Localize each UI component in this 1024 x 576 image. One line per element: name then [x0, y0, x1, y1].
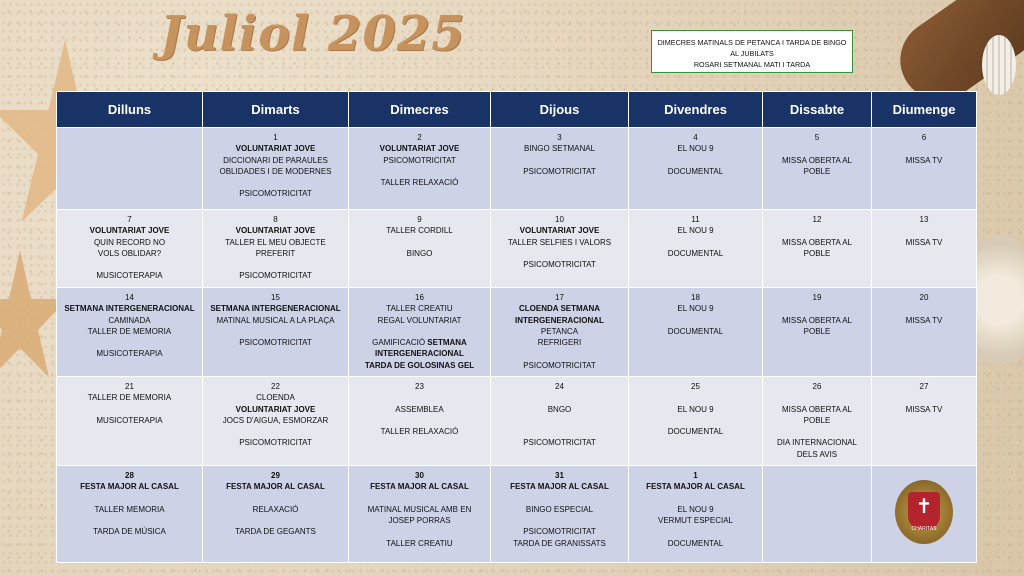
day-cell[interactable]	[57, 210, 203, 288]
activity-line: PSICOMOTRICITAT	[239, 338, 312, 348]
activity-line: DOCUMENTAL	[667, 427, 724, 437]
day-cell[interactable]	[491, 466, 629, 563]
day-cell[interactable]	[872, 377, 977, 466]
weekday-header: Diumenge	[872, 92, 977, 128]
activity-line: CLOENDA SETMANA	[518, 304, 601, 314]
day-number: 19	[812, 293, 822, 302]
activity-line	[59, 515, 200, 526]
activity-line: SETMANA INTERGENERACIONAL	[210, 304, 341, 314]
day-cell[interactable]	[629, 210, 763, 288]
activity-line	[351, 392, 488, 403]
activity-line: REGAL VOLUNTARIAT	[377, 315, 462, 325]
activity-line: PSICOMOTRICITAT	[239, 189, 312, 199]
activity-line: PSICOMOTRICITAT	[383, 155, 456, 165]
activity-line: DOCUMENTAL	[667, 166, 724, 176]
activity-line	[59, 259, 200, 270]
day-cell[interactable]	[349, 288, 491, 377]
day-number: 9	[417, 215, 422, 224]
day-cell[interactable]	[872, 288, 977, 377]
activity-line	[59, 493, 200, 504]
day-cell[interactable]	[763, 128, 872, 210]
day-number: 24	[555, 382, 564, 391]
activity-line	[205, 515, 346, 526]
cross-icon: ✝	[908, 492, 940, 530]
activity-line: PSICOMOTRICITAT	[523, 527, 596, 537]
activity-line	[631, 493, 760, 504]
activity-line: JOSEP PORRAS	[388, 516, 451, 526]
activity-line	[765, 426, 869, 437]
activity-line: BINGO	[406, 248, 433, 258]
activity-line	[493, 493, 626, 504]
activity-line: PETANCA	[540, 326, 579, 336]
activity-line: OBLIDADES I DE MODERNES	[219, 166, 332, 176]
activity-line: TALLER EL MEU OBJECTE	[225, 237, 326, 247]
activity-line	[351, 493, 488, 504]
day-cell[interactable]	[491, 128, 629, 210]
notice-line: AL JUBILATS	[730, 49, 774, 58]
day-number: 3	[557, 133, 562, 142]
activity-line: PSICOMOTRICITAT	[239, 271, 312, 281]
activity-line: DOCUMENTAL	[667, 326, 724, 336]
activity-line: MUSICOTERAPIA	[96, 349, 163, 359]
notice-line: DIMECRES MATINALS DE PETANCA I TARDA DE BINGO	[657, 38, 847, 47]
activity-line: JOCS D'AIGUA, ESMORZAR	[222, 415, 329, 425]
activity-line	[631, 392, 760, 403]
activity-line: MISSA TV	[905, 315, 943, 325]
day-number: 28	[125, 471, 134, 480]
day-cell[interactable]	[349, 377, 491, 466]
activity-line: TALLER SELFIES I VALORS	[507, 237, 612, 247]
day-number: 1	[273, 133, 278, 142]
activity-line: MISSA OBERTA AL	[782, 237, 852, 247]
activity-line: BINGO ESPECIAL	[525, 504, 594, 514]
day-number: 11	[691, 215, 700, 224]
activity-line: VOLUNTARIAT JOVE	[235, 226, 316, 236]
day-cell[interactable]	[763, 466, 872, 563]
day-number: 30	[415, 471, 424, 480]
activity-line: PSICOMOTRICITAT	[523, 438, 596, 448]
week-row	[57, 377, 977, 466]
activity-line: MISSA OBERTA AL	[782, 155, 852, 165]
activity-line: CLOENDA	[256, 393, 295, 403]
activity-line: TALLER RELAXACIÓ	[380, 178, 459, 188]
activity-line: FESTA MAJOR AL CASAL	[80, 482, 179, 492]
day-number: 13	[919, 215, 929, 224]
day-cell[interactable]	[629, 466, 763, 563]
day-cell[interactable]	[349, 466, 491, 563]
activity-line	[765, 392, 869, 403]
activity-line: VERMUT ESPECIAL	[658, 516, 733, 526]
activity-line: MATINAL MUSICAL A LA PLAÇA	[216, 315, 335, 325]
activity-line: TALLER MEMORIA	[94, 504, 165, 514]
activity-line: SETMANA INTERGENERACIONAL	[64, 304, 195, 314]
activity-line	[351, 237, 488, 248]
weekday-header: Dilluns	[57, 92, 203, 128]
day-cell[interactable]	[491, 377, 629, 466]
day-number: 20	[919, 293, 929, 302]
activity-line	[351, 326, 488, 337]
activity-line	[351, 166, 488, 177]
activity-line: EL NOU 9	[677, 504, 714, 514]
notice-line: ROSARI SETMANAL MATI I TARDA	[693, 60, 811, 69]
activity-line	[765, 225, 869, 236]
activity-line: DIA INTERNACIONAL	[776, 438, 857, 448]
activity-line: VOLS OBLIDAR?	[97, 248, 162, 258]
day-number: 26	[812, 382, 822, 391]
charitas-logo-icon	[895, 480, 953, 544]
day-cell[interactable]	[629, 128, 763, 210]
activity-line: MISSA TV	[905, 404, 943, 414]
activity-line: BINGO SETMANAL	[523, 144, 596, 154]
activity-line: DELS AVIS	[796, 449, 838, 459]
activity-line: MUSICOTERAPIA	[96, 415, 163, 425]
week-row	[57, 466, 977, 563]
day-cell[interactable]	[872, 210, 977, 288]
activity-line	[631, 237, 760, 248]
activity-line: MISSA TV	[905, 237, 943, 247]
activity-line: PSICOMOTRICITAT	[523, 166, 596, 176]
activity-line: TARDA DE GEGANTS	[235, 527, 316, 537]
day-cell[interactable]	[349, 128, 491, 210]
activity-line: PSICOMOTRICITAT	[523, 260, 596, 270]
day-number: 10	[555, 215, 564, 224]
activity-line	[765, 303, 869, 314]
day-cell[interactable]	[763, 288, 872, 377]
day-number: 15	[271, 293, 280, 302]
activity-line	[493, 348, 626, 359]
activity-line: DOCUMENTAL	[667, 538, 724, 548]
activity-line	[874, 303, 974, 314]
day-number: 5	[814, 133, 820, 142]
activity-line	[205, 259, 346, 270]
day-cell[interactable]	[57, 288, 203, 377]
activity-line	[59, 337, 200, 348]
activity-line: TALLER CREATIU	[386, 538, 453, 548]
activity-line	[631, 415, 760, 426]
activity-line: VOLUNTARIAT JOVE	[235, 144, 316, 154]
week-row	[57, 210, 977, 288]
activity-line: TARDA DE GOLOSINAS GEL	[364, 360, 475, 370]
activity-line	[874, 392, 974, 403]
shell-decoration	[982, 35, 1016, 95]
activity-line: MATINAL MUSICAL AMB EN	[367, 504, 472, 514]
day-number: 8	[273, 215, 278, 224]
day-cell[interactable]	[203, 128, 349, 210]
weekday-header: Dijous	[491, 92, 629, 128]
activity-line: BNGO	[547, 404, 572, 414]
weekday-header: Divendres	[629, 92, 763, 128]
day-number: 4	[693, 133, 698, 142]
activity-line: MUSICOTERAPIA	[96, 271, 163, 281]
day-cell[interactable]	[57, 128, 203, 210]
day-cell[interactable]	[763, 377, 872, 466]
day-number: 7	[127, 215, 132, 224]
activity-line: EL NOU 9	[677, 304, 714, 314]
activity-line: EL NOU 9	[677, 404, 714, 414]
activity-line	[631, 155, 760, 166]
activity-line	[631, 315, 760, 326]
activity-line: POBLE	[803, 166, 831, 176]
activity-line	[351, 415, 488, 426]
activity-line: INTERGENERACIONAL	[515, 315, 604, 325]
activity-line: MISSA OBERTA AL	[782, 404, 852, 414]
activity-line: MISSA TV	[905, 155, 943, 165]
day-number: 12	[812, 215, 822, 224]
activity-line	[493, 515, 626, 526]
activity-line: EL NOU 9	[677, 144, 714, 154]
activity-line	[493, 248, 626, 259]
day-cell[interactable]	[57, 377, 203, 466]
day-number: 1	[693, 471, 698, 480]
activity-line	[351, 526, 488, 537]
activity-line: FESTA MAJOR AL CASAL	[646, 482, 745, 492]
day-number: 27	[919, 382, 929, 391]
activity-line: TARDA DE GRANISSATS	[513, 538, 606, 548]
activity-line: POBLE	[803, 415, 831, 425]
activity-line: TALLER DE MEMORIA	[87, 326, 172, 336]
day-number: 31	[555, 471, 564, 480]
day-number: 17	[555, 293, 564, 302]
activity-line	[205, 326, 346, 337]
activity-line: VOLUNTARIAT JOVE	[235, 404, 316, 414]
activity-line: FESTA MAJOR AL CASAL	[370, 482, 469, 492]
activity-line	[205, 177, 346, 188]
activity-line: RELAXACIÓ	[252, 504, 299, 514]
day-number: 21	[125, 382, 134, 391]
day-number: 25	[691, 382, 700, 391]
activity-line: TARDA DE MÚSICA	[93, 527, 166, 537]
activity-line: POBLE	[803, 248, 831, 258]
day-cell[interactable]	[203, 466, 349, 563]
activity-line	[874, 143, 974, 154]
calendar-table	[56, 91, 977, 563]
day-cell[interactable]	[491, 210, 629, 288]
day-cell[interactable]	[629, 377, 763, 466]
day-cell[interactable]	[203, 288, 349, 377]
activity-line: VOLUNTARIAT JOVE	[519, 226, 600, 236]
activity-line: PSICOMOTRICITAT	[523, 360, 596, 370]
activity-line: ASSEMBLEA	[395, 404, 444, 414]
activity-line: TALLER DE MEMORIA	[87, 393, 172, 403]
activity-line: PSICOMOTRICITAT	[239, 438, 312, 448]
day-number: 2	[417, 133, 422, 142]
activity-line	[59, 404, 200, 415]
activity-line: TALLER RELAXACIÓ	[380, 427, 459, 437]
day-number: 6	[921, 133, 927, 142]
activity-line	[874, 225, 974, 236]
activity-line	[631, 526, 760, 537]
activity-line: VOLUNTARIAT JOVE	[379, 144, 460, 154]
day-cell[interactable]	[491, 288, 629, 377]
activity-line: FESTA MAJOR AL CASAL	[510, 482, 609, 492]
activity-line: TALLER CORDILL	[386, 226, 453, 236]
activity-line	[493, 426, 626, 437]
week-row	[57, 128, 977, 210]
activity-line	[765, 143, 869, 154]
activity-line: CAMINADA	[108, 315, 151, 325]
day-number: 14	[125, 293, 134, 302]
day-cell[interactable]	[57, 466, 203, 563]
day-number: 22	[271, 382, 280, 391]
activity-line: GAMIFICACIÓ SETMANA	[372, 338, 467, 348]
activity-line: DICCIONARI DE PARAULES	[223, 155, 328, 165]
activity-line: MISSA OBERTA AL	[782, 315, 852, 325]
day-cell[interactable]	[203, 210, 349, 288]
day-cell[interactable]	[629, 288, 763, 377]
activity-line: DOCUMENTAL	[667, 248, 724, 258]
activity-line	[493, 415, 626, 426]
day-number: 29	[271, 471, 280, 480]
activity-line	[205, 426, 346, 437]
activity-line: TALLER CREATIU	[386, 304, 453, 314]
activity-line	[493, 392, 626, 403]
activity-line	[205, 493, 346, 504]
day-number: 18	[691, 293, 700, 302]
activity-line	[493, 155, 626, 166]
day-cell[interactable]	[203, 377, 349, 466]
day-cell[interactable]	[763, 210, 872, 288]
activity-line: INTERGENERACIONAL	[375, 349, 464, 359]
day-cell[interactable]	[872, 128, 977, 210]
calendar-title: Juliol 2025	[160, 6, 466, 62]
activity-line: PREFERIT	[255, 248, 296, 258]
activity-line: POBLE	[803, 326, 831, 336]
week-row	[57, 288, 977, 377]
activity-line: QUIN RECORD NO	[93, 237, 166, 247]
day-number: 16	[415, 293, 424, 302]
notice-box	[651, 30, 853, 73]
activity-line: EL NOU 9	[677, 226, 714, 236]
weekday-header: Dissabte	[763, 92, 872, 128]
day-number: 23	[415, 382, 424, 391]
activity-line: FESTA MAJOR AL CASAL	[226, 482, 325, 492]
weekday-header: Dimecres	[349, 92, 491, 128]
weekday-header-row	[57, 92, 977, 128]
day-cell[interactable]	[349, 210, 491, 288]
logo-caption: CHARITAS	[911, 526, 937, 532]
day-cell[interactable]	[872, 466, 977, 563]
weekday-header: Dimarts	[203, 92, 349, 128]
activity-line: VOLUNTARIAT JOVE	[89, 226, 170, 236]
activity-line: REFRIGERI	[537, 338, 582, 348]
